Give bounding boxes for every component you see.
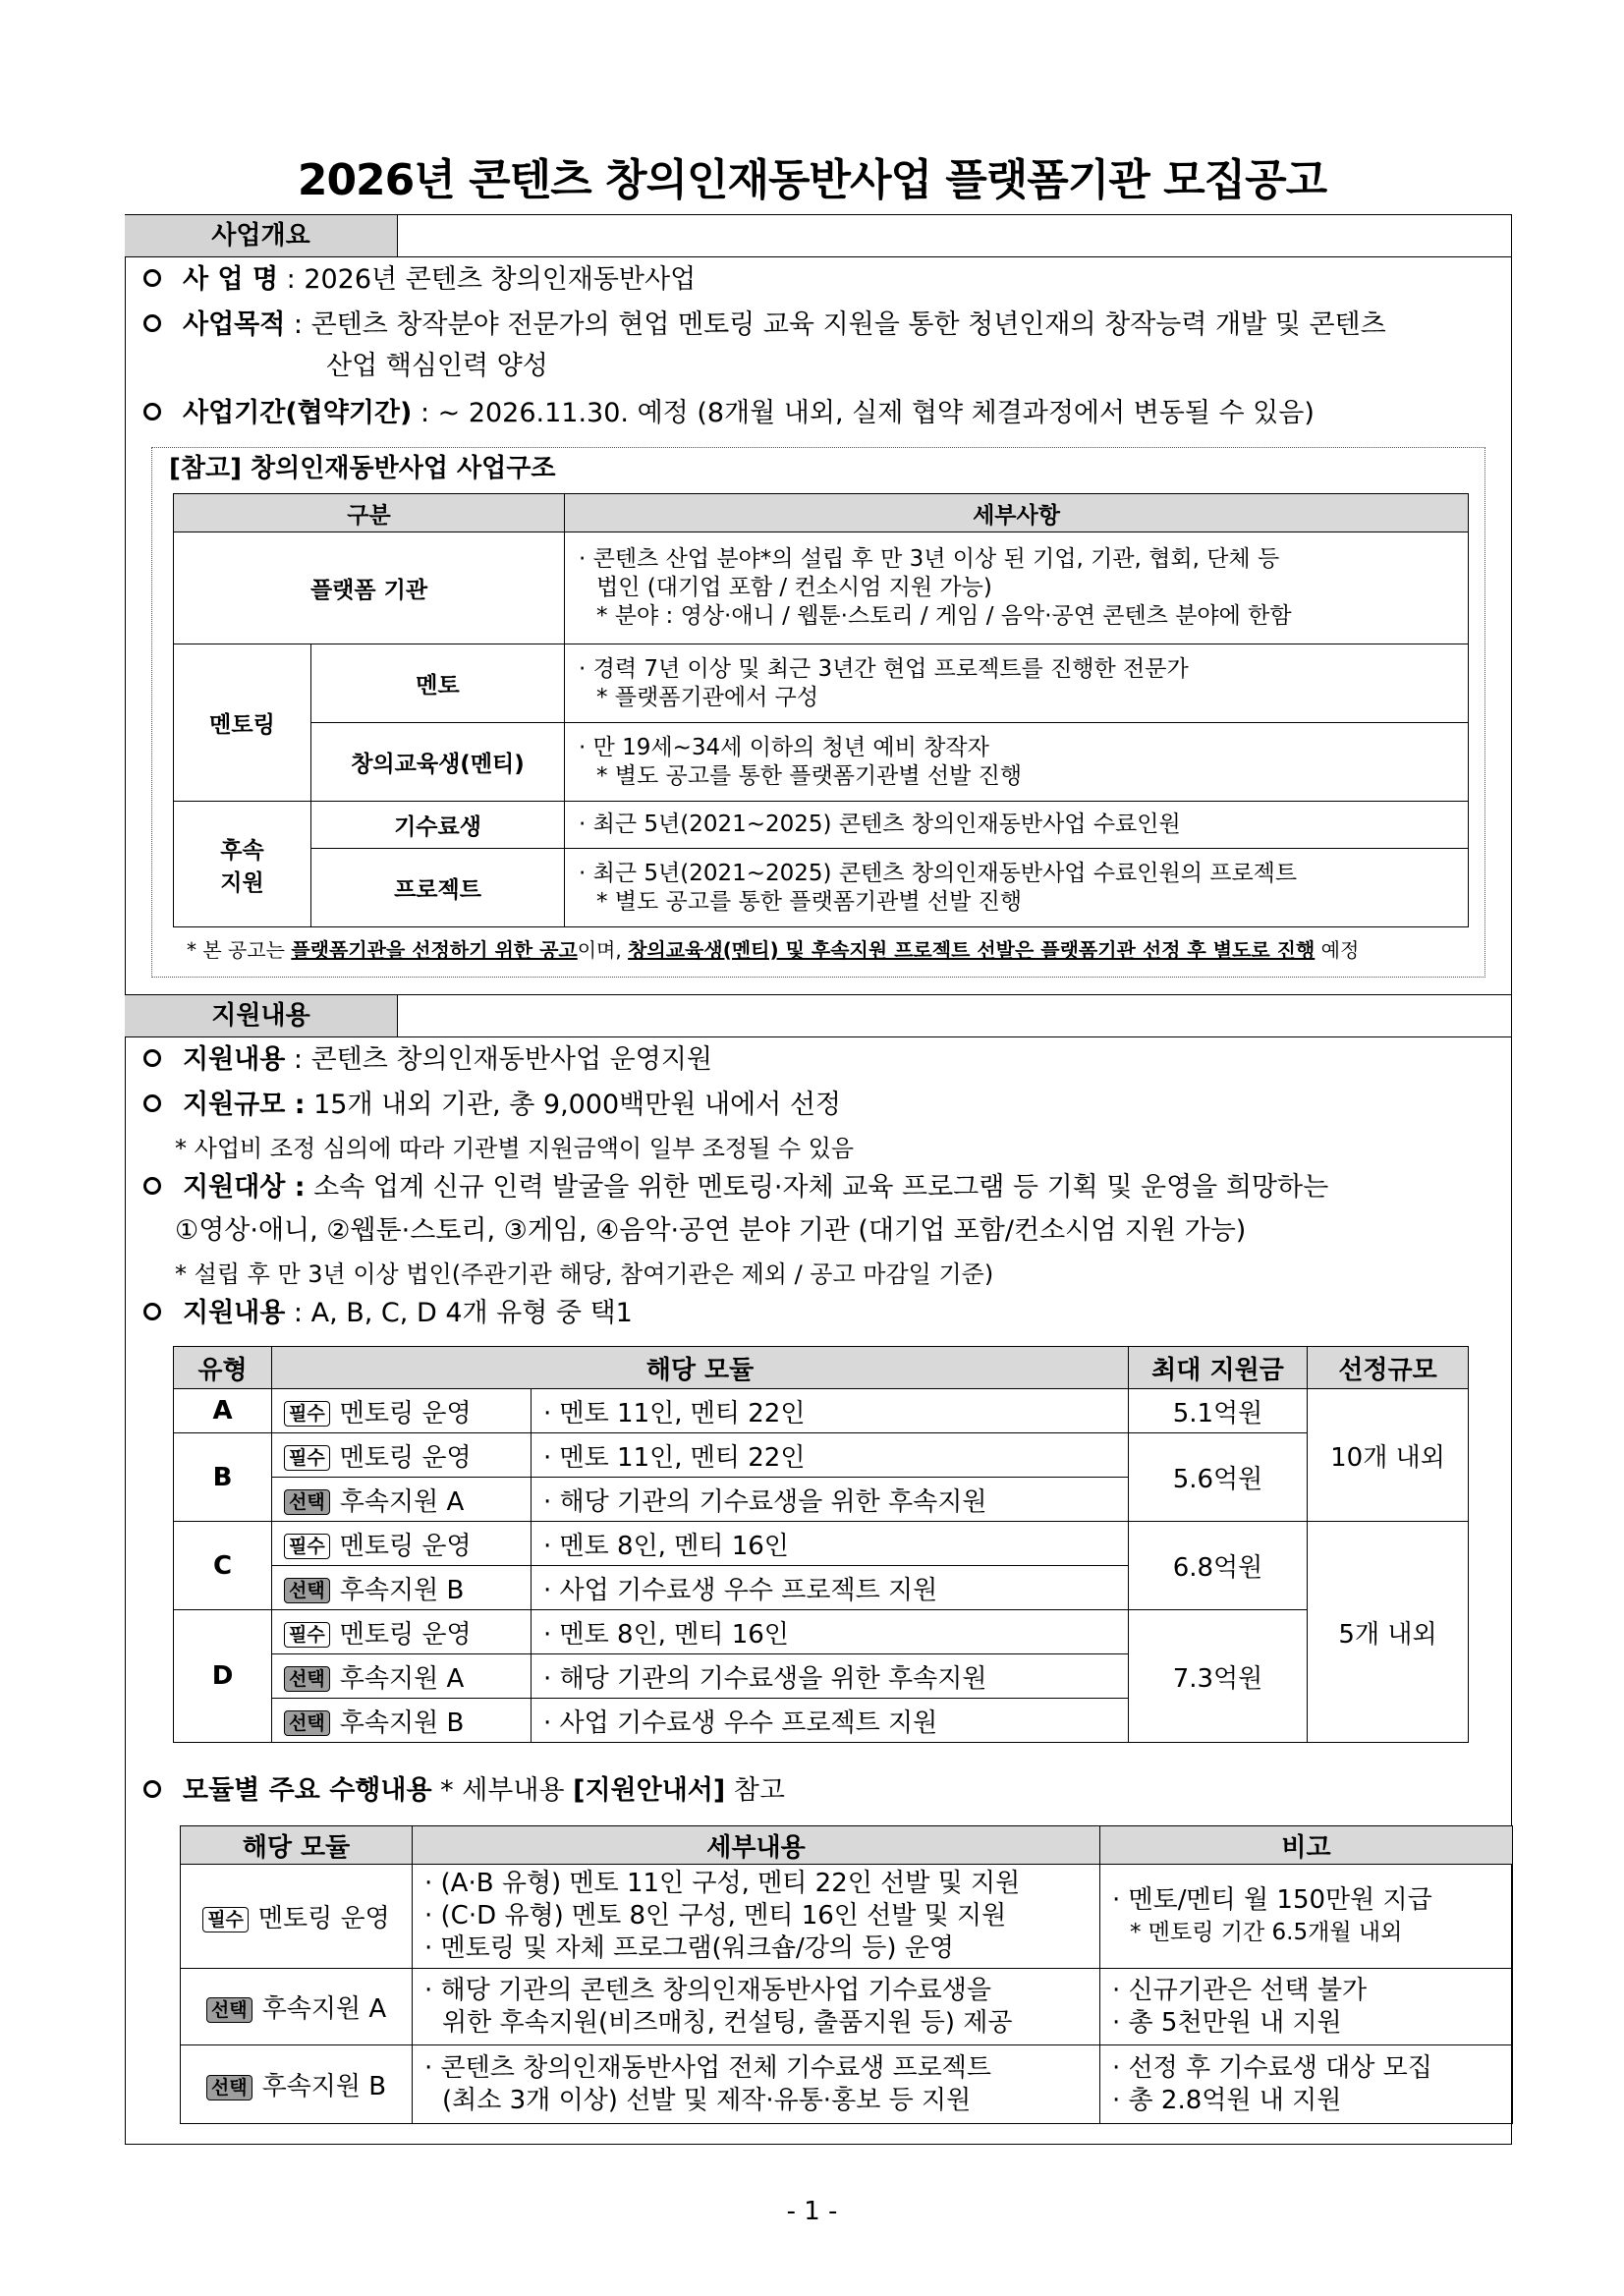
detail-line: · 경력 7년 이상 및 최근 3년간 현업 프로젝트를 진행한 전문가 (579, 655, 1189, 682)
col-header: 최대 지원금 (1129, 1347, 1308, 1389)
col-header: 구분 (174, 494, 565, 532)
label: 지원대상 : (183, 1172, 306, 1203)
type-cell: C (174, 1522, 272, 1610)
detail-line: · 콘텐츠 창의인재동반사업 전체 기수료생 프로젝트 (424, 2052, 992, 2083)
modules-heading (143, 1774, 785, 1808)
required-tag: 필수 (284, 1534, 330, 1559)
detail-line: · 해당 기관의 콘텐츠 창의인재동반사업 기수료생을 (424, 1975, 992, 2005)
bullet-circle-icon (143, 1780, 161, 1798)
module-detail: · 사업 기수료생 우수 프로젝트 지원 (532, 1566, 1129, 1610)
modules-table (180, 1825, 1513, 2124)
structure-table (173, 493, 1469, 927)
module-name: 멘토링 운영 (339, 1398, 472, 1428)
optional-tag: 선택 (284, 1489, 330, 1515)
detail-cell: · 최근 5년(2021~2025) 콘텐츠 창의인재동반사업 수료인원 (565, 802, 1469, 849)
value: : 콘텐츠 창작분야 전문가의 현업 멘토링 교육 지원을 통한 청년인재의 창작능력 개발 및 콘텐츠 (293, 309, 1386, 340)
support-scale-note: * 사업비 조정 심의에 따라 기관별 지원금액이 일부 조정될 수 있음 (175, 1135, 855, 1162)
support-scale-line (143, 1089, 841, 1122)
note-cell (1100, 2045, 1513, 2124)
detail-line: · 멘토링 및 자체 프로그램(워크숍/강의 등) 운영 (424, 1933, 954, 1963)
optional-tag: 선택 (206, 2075, 252, 2100)
note-line: · 신규기관은 선택 불가 (1112, 1975, 1368, 2005)
row-sublabel: 멘토 (311, 644, 565, 723)
module-cell (272, 1610, 532, 1654)
bullet-circle-icon (143, 1177, 161, 1195)
module-name: 멘토링 운영 (339, 1531, 472, 1561)
module-detail: · 해당 기관의 기수료생을 위한 후속지원 (532, 1654, 1129, 1699)
col-header: 비고 (1100, 1826, 1513, 1865)
note-emphasis: 플랫폼기관을 선정하기 위한 공고 (291, 938, 578, 962)
value: : 콘텐츠 창의인재동반사업 운영지원 (293, 1044, 712, 1075)
detail-cell (565, 532, 1469, 644)
detail-cell (413, 1865, 1100, 1969)
note-emphasis: 창의교육생(멘티) 및 후속지원 프로젝트 선발은 플랫폼기관 선정 후 별도로 진행 (628, 938, 1316, 962)
detail-cell (565, 723, 1469, 802)
bullet-circle-icon (143, 1049, 161, 1067)
module-detail: · 사업 기수료생 우수 프로젝트 지원 (532, 1699, 1129, 1743)
bullet-circle-icon (143, 403, 161, 420)
col-header: 해당 모듈 (272, 1347, 1129, 1389)
required-tag: 필수 (284, 1445, 330, 1471)
support-content-line (143, 1043, 712, 1077)
value: * 세부내용 (431, 1775, 574, 1806)
section-label: 사업개요 (125, 215, 398, 256)
type-cell: A (174, 1389, 272, 1433)
module-cell (272, 1433, 532, 1478)
optional-tag: 선택 (284, 1578, 330, 1603)
note-line: · 멘토/멘티 월 150만원 지급 (1112, 1884, 1432, 1915)
label: 지원규모 : (183, 1090, 306, 1120)
label: 모듈별 주요 수행내용 (183, 1775, 432, 1806)
module-name: 후속지원 A (339, 1663, 465, 1694)
detail-line: 위한 후속지원(비즈매칭, 컨설팅, 출품지원 등) 제공 (442, 2007, 1013, 2038)
note-line: · 총 2.8억원 내 지원 (1112, 2085, 1342, 2115)
support-target-line (143, 1171, 1328, 1204)
business-purpose-cont: 산업 핵심인력 양성 (326, 351, 548, 381)
module-cell (181, 1865, 413, 1969)
note-text: 예정 (1315, 938, 1360, 962)
label: 사업기간(협약기간) (183, 398, 413, 428)
note-cell (1100, 1969, 1513, 2045)
business-period-line (143, 397, 1315, 430)
types-table (173, 1346, 1469, 1743)
value: 소속 업계 신규 인력 발굴을 위한 멘토링·자체 교육 프로그램 등 기획 및 운영을 희망하는 (313, 1172, 1329, 1203)
scale-cell: 5개 내외 (1308, 1522, 1469, 1743)
section-label: 지원내용 (125, 995, 398, 1036)
type-cell: B (174, 1433, 272, 1522)
amount-cell: 6.8억원 (1129, 1522, 1308, 1610)
col-header: 세부내용 (413, 1826, 1100, 1865)
section-header-support (125, 994, 1512, 1037)
business-name-line (143, 263, 696, 297)
module-cell (181, 2045, 413, 2124)
support-target-cont: ①영상·애니, ②웹툰·스토리, ③게임, ④음악·공연 분야 기관 (대기업 포함/컨소시엄 지원 가능) (175, 1215, 1247, 1246)
detail-line: · 최근 5년(2021~2025) 콘텐츠 창의인재동반사업 수료인원의 프로젝트 (579, 860, 1298, 886)
module-detail: · 멘토 11인, 멘티 22인 (532, 1433, 1129, 1478)
label-line: 지원 (220, 869, 264, 896)
detail-line: * 분야 : 영상·애니 / 웹툰·스토리 / 게임 / 음악·공연 콘텐츠 분야에 한함 (596, 603, 1292, 629)
module-name: 후속지원 B (339, 1708, 465, 1738)
label: 사업목적 (183, 309, 286, 340)
module-cell (272, 1654, 532, 1699)
required-tag: 필수 (202, 1907, 249, 1932)
module-detail: · 멘토 11인, 멘티 22인 (532, 1389, 1129, 1433)
type-cell: D (174, 1610, 272, 1743)
module-cell (272, 1389, 532, 1433)
page-number: - 1 - (786, 2197, 838, 2226)
detail-cell (413, 2045, 1100, 2124)
reference-title: [참고] 창의인재동반사업 사업구조 (169, 454, 556, 483)
support-detail-line (143, 1297, 633, 1330)
optional-tag: 선택 (284, 1666, 330, 1692)
value: : 2026년 콘텐츠 창의인재동반사업 (286, 264, 697, 295)
required-tag: 필수 (284, 1401, 330, 1427)
row-label: 멘토링 (174, 644, 311, 802)
required-tag: 필수 (284, 1622, 330, 1648)
col-header: 유형 (174, 1347, 272, 1389)
label: 지원내용 (183, 1298, 286, 1328)
note-text: * 본 공고는 (187, 938, 292, 962)
label: 사 업 명 (183, 264, 279, 295)
detail-line: · (A·B 유형) 멘토 11인 구성, 멘티 22인 선발 및 지원 (424, 1869, 1021, 1898)
module-name: 후속지원 A (261, 1994, 387, 2024)
note-line: · 선정 후 기수료생 대상 모집 (1112, 2052, 1432, 2083)
optional-tag: 선택 (284, 1710, 330, 1736)
amount-cell: 5.1억원 (1129, 1389, 1308, 1433)
value: : ~ 2026.11.30. 예정 (8개월 내외, 실제 협약 체결과정에서 변동될 수 있음) (420, 398, 1315, 428)
row-sublabel: 창의교육생(멘티) (311, 723, 565, 802)
scale-cell: 10개 내외 (1308, 1389, 1469, 1522)
page-title: 2026년 콘텐츠 창의인재동반사업 플랫폼기관 모집공고 (297, 155, 1327, 205)
value: 참고 (725, 1775, 785, 1806)
module-name: 후속지원 A (339, 1486, 465, 1517)
bullet-circle-icon (143, 1303, 161, 1320)
col-header: 세부사항 (565, 494, 1469, 532)
amount-cell: 7.3억원 (1129, 1610, 1308, 1743)
optional-tag: 선택 (206, 1997, 252, 2023)
reference-note (187, 933, 1359, 967)
detail-line: 법인 (대기업 포함 / 컨소시엄 지원 가능) (596, 575, 992, 600)
detail-line: * 플랫폼기관에서 구성 (596, 684, 819, 710)
note-line: · 총 5천만원 내 지원 (1112, 2007, 1342, 2038)
module-cell (272, 1699, 532, 1743)
amount-cell: 5.6억원 (1129, 1433, 1308, 1522)
module-name: 후속지원 B (339, 1575, 465, 1605)
module-name: 멘토링 운영 (339, 1619, 472, 1650)
module-name: 후속지원 B (261, 2072, 387, 2101)
label: 지원내용 (183, 1044, 286, 1075)
module-cell (272, 1566, 532, 1610)
col-header: 선정규모 (1308, 1347, 1469, 1389)
module-detail: · 멘토 8인, 멘티 16인 (532, 1522, 1129, 1566)
col-header: 해당 모듈 (181, 1826, 413, 1865)
support-target-note: * 설립 후 만 3년 이상 법인(주관기관 해당, 참여기관은 제외 / 공고 마감일 기준) (175, 1260, 994, 1288)
row-sublabel: 기수료생 (311, 802, 565, 849)
value: : A, B, C, D 4개 유형 중 택1 (293, 1298, 633, 1328)
section-header-overview (125, 214, 1512, 257)
detail-cell (413, 1969, 1100, 2045)
module-cell (272, 1478, 532, 1522)
note-cell (1100, 1865, 1513, 1969)
module-cell (181, 1969, 413, 2045)
detail-cell (565, 644, 1469, 723)
note-line: * 멘토링 기간 6.5개월 내외 (1130, 1919, 1403, 1945)
note-text: 이며, (577, 938, 629, 962)
value: 15개 내외 기관, 총 9,000백만원 내에서 선정 (313, 1090, 842, 1120)
module-cell (272, 1522, 532, 1566)
label-line: 후속 (220, 837, 264, 864)
detail-line: · (C·D 유형) 멘토 8인 구성, 멘티 16인 선발 및 지원 (424, 1901, 1007, 1931)
detail-line: * 별도 공고를 통한 플랫폼기관별 선발 진행 (596, 762, 1023, 789)
bullet-circle-icon (143, 1094, 161, 1112)
bullet-circle-icon (143, 314, 161, 332)
bullet-circle-icon (143, 269, 161, 287)
module-name: 멘토링 운영 (257, 1904, 390, 1933)
module-name: 멘토링 운영 (339, 1442, 472, 1473)
module-detail: · 해당 기관의 기수료생을 위한 후속지원 (532, 1478, 1129, 1522)
label: [지원안내서] (573, 1775, 726, 1806)
detail-line: * 별도 공고를 통한 플랫폼기관별 선발 진행 (596, 888, 1023, 915)
module-detail: · 멘토 8인, 멘티 16인 (532, 1610, 1129, 1654)
detail-line: (최소 3개 이상) 선발 및 제작·유통·홍보 등 지원 (442, 2085, 972, 2115)
detail-cell (565, 849, 1469, 927)
row-sublabel: 프로젝트 (311, 849, 565, 927)
row-label (174, 802, 311, 927)
detail-line: · 만 19세~34세 이하의 청년 예비 창작자 (579, 734, 989, 760)
business-purpose-line (143, 308, 1386, 342)
detail-line: · 콘텐츠 산업 분야*의 설립 후 만 3년 이상 된 기업, 기관, 협회, 단체 등 (579, 546, 1280, 572)
row-label: 플랫폼 기관 (174, 532, 565, 644)
